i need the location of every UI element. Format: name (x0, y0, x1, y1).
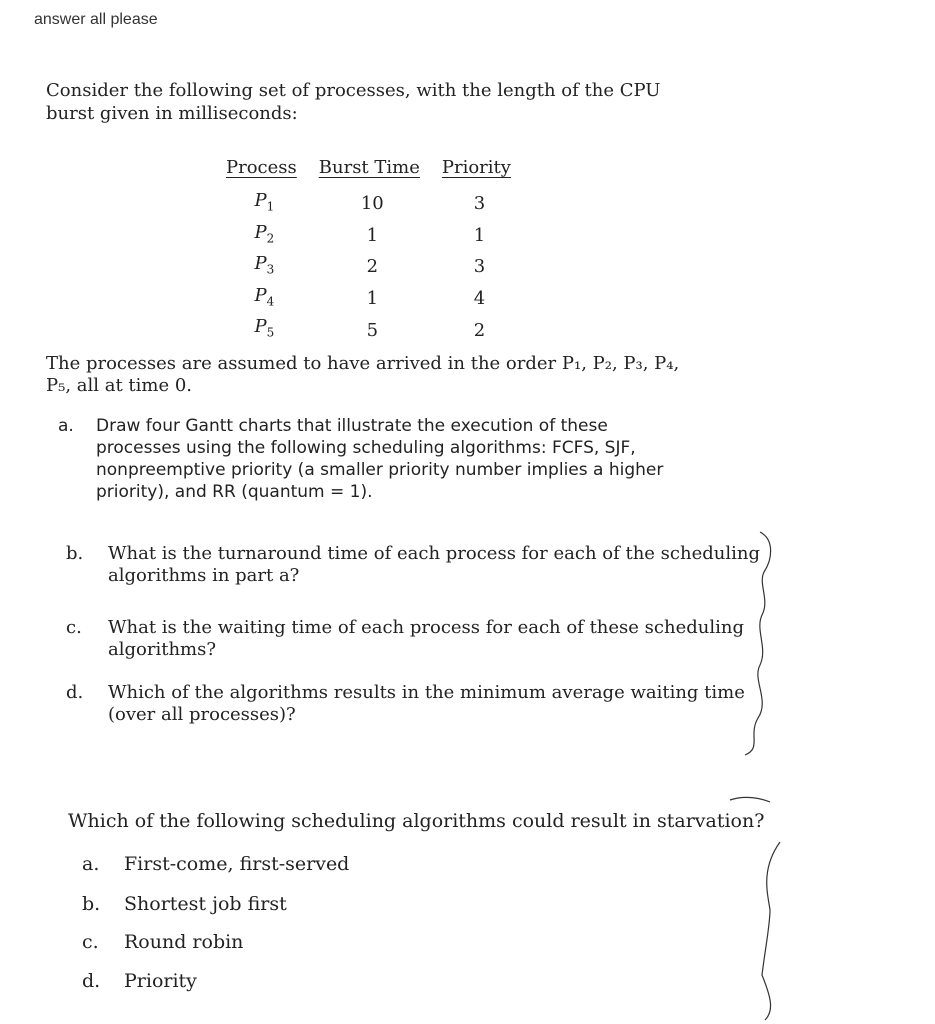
option-b-marker: b. (82, 893, 101, 915)
table-row (218, 220, 525, 252)
priority: 3 (473, 193, 486, 215)
option-b-text: Shortest job first (124, 893, 287, 915)
table-row (218, 188, 525, 220)
process-name: $P_3$ (254, 253, 275, 277)
option-a-marker: a. (82, 853, 100, 875)
option-a (82, 853, 349, 875)
header-priority: Priority (441, 157, 511, 178)
option-d (82, 970, 197, 992)
priority: 3 (473, 256, 486, 278)
process-name: $P_1$ (254, 190, 275, 214)
process-table (218, 157, 525, 346)
question-caption: answer all please (34, 11, 158, 28)
brace-stroke-lower (762, 842, 780, 1020)
option-c-marker: c. (82, 931, 99, 953)
arrival-statement: The processes are assumed to have arrived in the order P₁, P₂, P₃, P₄, P₅, all at time 0. (46, 353, 680, 396)
table-row (218, 251, 525, 283)
option-c-text: Round robin (124, 931, 244, 953)
starvation-question: Which of the following scheduling algorithms could result in starvation? (68, 810, 765, 832)
option-c (82, 931, 243, 953)
tick-mark (730, 797, 770, 802)
table-row (218, 283, 525, 315)
part-a-marker: a. (58, 416, 74, 436)
burst-time: 5 (366, 319, 379, 341)
option-b (82, 893, 287, 915)
process-name: $P_4$ (254, 284, 275, 309)
option-d-text: Priority (124, 970, 197, 992)
burst-time: 1 (366, 288, 379, 310)
problem-intro: Consider the following set of processes, with the length of the CPU burst given in milliseconds: (46, 80, 661, 124)
burst-time: 10 (360, 193, 384, 215)
priority: 1 (473, 224, 486, 246)
option-a-text: First-come, first-served (124, 853, 350, 875)
process-name: $P_5$ (254, 316, 275, 340)
header-burst-time: Burst Time (318, 157, 420, 178)
header-process: Process (226, 157, 297, 178)
part-d-text: Which of the algorithms results in the minimum average waiting time (over all processes)? (108, 682, 745, 725)
part-c-marker: c. (66, 617, 82, 638)
burst-time: 2 (366, 256, 379, 278)
part-c-text: What is the waiting time of each process for each of these scheduling algorithms? (108, 617, 744, 660)
process-name: $P_2$ (254, 221, 275, 246)
priority: 2 (473, 319, 486, 341)
option-d-marker: d. (82, 970, 101, 992)
priority: 4 (473, 288, 486, 310)
burst-time: 1 (366, 224, 379, 246)
table-row (218, 314, 525, 346)
part-b-text: What is the turnaround time of each process for each of the scheduling algorithms in part a? (108, 543, 760, 586)
part-d-marker: d. (66, 682, 84, 703)
table-header-row (218, 157, 525, 188)
part-b-marker: b. (66, 543, 84, 564)
part-a-text: Draw four Gantt charts that illustrate the execution of these processes using the following scheduling algorithms: FCFS, SJF, nonpreemptive priority (a smaller priority number implies a higher priority), and RR (quantum = 1). (96, 416, 664, 502)
